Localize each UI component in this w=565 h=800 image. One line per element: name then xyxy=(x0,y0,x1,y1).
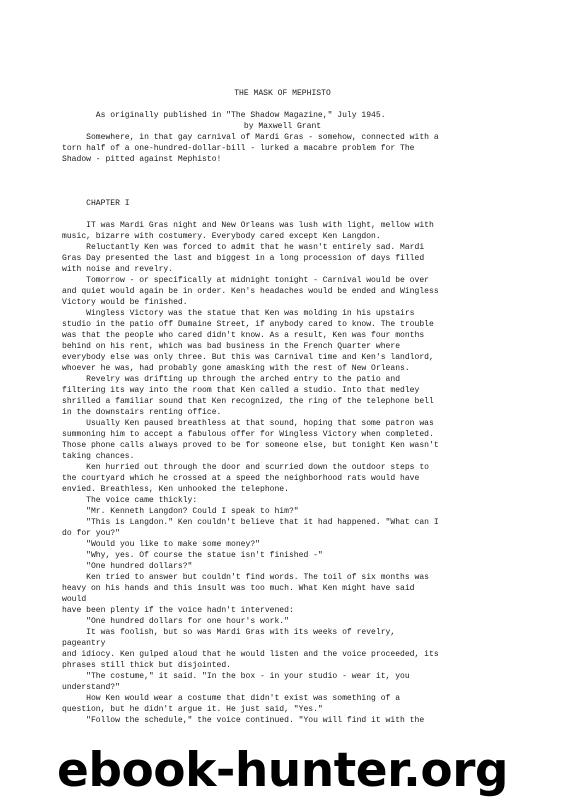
text-line: "Mr. Kenneth Langdon? Could I speak to him?" xyxy=(62,507,299,516)
text-line: Tomorrow - or specifically at midnight tonight - Carnival would be over xyxy=(62,276,429,285)
text-line: The voice came thickly: xyxy=(62,496,198,505)
text-line: summoning him to accept a fabulous offer for Wingless Victory when completed. xyxy=(62,430,434,439)
text-line: question, but he didn't argue it. He just said, "Yes." xyxy=(62,705,323,714)
text-line xyxy=(62,187,532,198)
text-line: shrilled a familiar sound that Ken recognized, the ring of the telephone bell xyxy=(62,397,434,406)
book-byline: by Maxwell Grant xyxy=(243,122,322,131)
text-line: behind on his rent, which was bad business in the French Quarter where xyxy=(62,342,401,351)
text-line: and quiet would again be in order. Ken's headaches would be ended and Wingless xyxy=(62,287,439,296)
text-line: Gras Day presented the last and biggest in a long procession of days filled xyxy=(62,254,425,263)
text-line: taking chances. xyxy=(62,452,135,461)
text-line: As originally published in "The Shadow Magazine," July 1945. xyxy=(62,111,386,120)
text-line: "This is Langdon." Ken couldn't believe that it had happened. "What can I xyxy=(62,518,439,527)
text-line: studio in the patio off Dumaine Street, if anybody cared to know. The trouble xyxy=(62,320,434,329)
text-line: Reluctantly Ken was forced to admit that he wasn't entirely sad. Mardi xyxy=(62,243,425,252)
text-line: music, bizarre with costumery. Everybody cared except Ken Langdon. xyxy=(62,232,381,241)
text-line: Revelry was drifting up through the arched entry to the patio and xyxy=(62,375,401,384)
watermark-text: ebook-hunter.org xyxy=(56,743,509,798)
text-line: in the downstairs renting office. xyxy=(62,408,222,417)
text-line: everybody else was only three. But this was Carnival time and Ken's landlord, xyxy=(62,353,434,362)
text-line: Somewhere, in that gay carnival of Mardi Gras - somehow, connected with a xyxy=(62,133,439,142)
text-line: CHAPTER I xyxy=(62,199,130,208)
text-line: envied. Breathless, Ken unhooked the telephone. xyxy=(62,485,289,494)
text-line: understand?" xyxy=(62,683,120,692)
text-line: Wingless Victory was the statue that Ken was molding in his upstairs xyxy=(62,309,415,318)
text-line xyxy=(62,165,532,176)
text-line: do for you?" xyxy=(62,529,120,538)
text-line xyxy=(62,209,532,220)
text-line: pageantry xyxy=(62,639,106,648)
text-line: Usually Ken paused breathless at that sound, hoping that some patron was xyxy=(62,419,434,428)
text-line: the courtyard which he crossed at a speed the neighborhood rats would have xyxy=(62,474,420,483)
text-line: It was foolish, but so was Mardi Gras with its weeks of revelry, xyxy=(62,628,396,637)
text-line: with noise and revelry. xyxy=(62,265,174,274)
text-line: "Follow the schedule," the voice continued. "You will find it with the xyxy=(62,716,425,725)
text-line: would xyxy=(62,595,87,604)
text-line: "Why, yes. Of course the statue isn't finished -" xyxy=(62,551,323,560)
text-line xyxy=(62,176,532,187)
text-line: Shadow - pitted against Mephisto! xyxy=(62,155,222,164)
book-title: THE MASK OF MEPHISTO xyxy=(234,89,331,98)
text-line: "One hundred dollars for one hour's work." xyxy=(62,617,289,626)
text-line: whoever he was, had probably gone amasking with the rest of New Orleans. xyxy=(62,364,410,373)
text-line: Ken hurried out through the door and scurried down the outdoor steps to xyxy=(62,463,429,472)
text-line: and idiocy. Ken gulped aloud that he would listen and the voice proceeded, its xyxy=(62,650,439,659)
text-line: torn half of a one-hundred-dollar-bill - lurked a macabre problem for The xyxy=(62,144,415,153)
text-line: was that the people who cared didn't know. As a result, Ken was four months xyxy=(62,331,425,340)
text-line: Those phone calls always proved to be for someone else, but tonight Ken wasn't xyxy=(62,441,439,450)
text-line: IT was Mardi Gras night and New Orleans was lush with light, mellow with xyxy=(62,221,434,230)
text-line: "One hundred dollars?" xyxy=(62,562,193,571)
text-line: Victory would be finished. xyxy=(62,298,188,307)
text-line: filtering its way into the room that Ken called a studio. Into that medley xyxy=(62,386,420,395)
body-text xyxy=(62,110,532,726)
text-line: have been plenty if the voice hadn't intervened: xyxy=(62,606,294,615)
text-line: "Would you like to make some money?" xyxy=(62,540,260,549)
text-line: "The costume," it said. "In the box - in your studio - wear it, you xyxy=(62,672,410,681)
text-line: phrases still thick but disjointed. xyxy=(62,661,232,670)
text-line: heavy on his hands and this insult was too much. What Ken might have said xyxy=(62,584,415,593)
text-line xyxy=(62,121,532,132)
text-line: Ken tried to answer but couldn't find words. The toil of six months was xyxy=(62,573,429,582)
text-line: How Ken would wear a costume that didn't exist was something of a xyxy=(62,694,401,703)
